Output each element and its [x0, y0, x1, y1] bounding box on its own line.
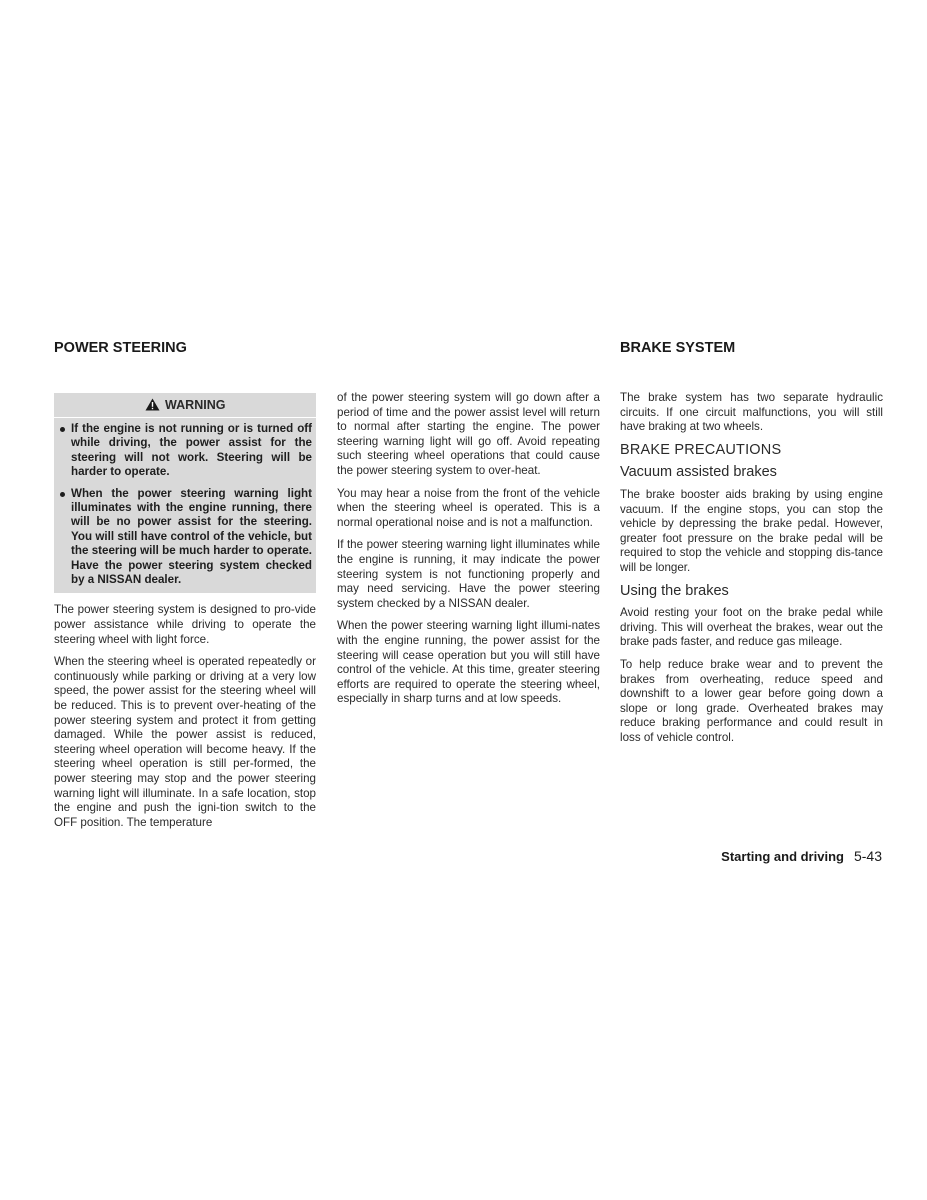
page-footer [721, 848, 882, 864]
vacuum-brakes-heading: Vacuum assisted brakes [620, 464, 777, 481]
using-brakes-heading: Using the brakes [620, 582, 729, 599]
paragraph: of the power steering system will go down after a period of time and the power assist level will return to normal after starting the engine. The power steering warning light will go off. Avoid repeating such steering wheel operations that could cause the power steering system to over-heat. [337, 391, 600, 477]
bullet-icon [60, 492, 65, 497]
warning-item [58, 422, 312, 480]
paragraph: When the steering wheel is operated repeatedly or continuously while parking or driving at a very low speed, the power assist for the steering wheel will be reduced. This is to prevent over-heating of the power steering system and protect it from getting damaged. While the power assist is reduced, steering wheel operation will become heavy. If the steering wheel operation is still per-formed, the power steering may stop and the power steering warning light will illuminate. In a safe location, stop the engine and push the igni-tion switch to the OFF position. The temperature [54, 655, 316, 829]
warning-title: WARNING [165, 398, 226, 412]
using-brakes-text: To help reduce brake wear and to prevent the brakes from overheating, reduce speed and downshift to a lower gear before going down a slope or long grade. Overheated brakes may reduce braking performance and could result in loss of vehicle control. [620, 657, 883, 744]
warning-header [54, 397, 316, 418]
warning-item [58, 487, 312, 588]
page-number: 5-43 [853, 848, 882, 864]
warning-item-text: If the engine is not running or is turned off while driving, the power assist for the steering will not work. Steering will be harder to operate. [71, 422, 312, 479]
column-1 [54, 393, 316, 838]
paragraph: If the power steering warning light illuminates while the engine is running, it may indicate the power steering system is not functioning properly and may need servicing. Have the power steering system checked by a NISSAN dealer. [337, 538, 600, 610]
warning-item-text: When the power steering warning light illuminates with the engine running, there will be no power assist for the steering. You will still have control of the vehicle, but the steering will be much harder to operate. Have the power steering system checked by a NISSAN dealer. [71, 486, 312, 587]
paragraph: When the power steering warning light illumi-nates with the engine running, the power assist for the steering will cease operation but you will still have control of the vehicle. At this time, greater steering efforts are required to operate the steering wheel, especially in sharp turns and at low speeds. [337, 619, 600, 706]
paragraph: You may hear a noise from the front of the vehicle when the steering wheel is operated. This is a normal operational noise and is not a malfunction. [337, 486, 600, 529]
warning-triangle-icon [145, 398, 160, 411]
vacuum-brakes-text: The brake booster aids braking by using engine vacuum. If the engine stops, you can stop the vehicle by depressing the brake pedal. However, greater foot pressure on the brake pedal will be required to stop the vehicle and stopping dis-tance will be longer. [620, 487, 883, 574]
paragraph: The power steering system is designed to pro-vide power assistance while driving to operate the steering wheel with light force. [54, 603, 316, 646]
using-brakes-text: Avoid resting your foot on the brake pedal while driving. This will overheat the brakes, wear out the brake pads faster, and reduce gas mileage. [620, 606, 883, 649]
power-steering-title: POWER STEERING [54, 340, 187, 356]
brake-intro: The brake system has two separate hydraulic circuits. If one circuit malfunctions, you will still have braking at two wheels. [620, 391, 883, 434]
warning-box [54, 393, 316, 593]
column-3 [620, 391, 883, 753]
footer-section-name: Starting and driving [721, 849, 844, 864]
brake-system-title: BRAKE SYSTEM [620, 340, 736, 356]
bullet-icon [60, 427, 65, 432]
column-2 [337, 391, 600, 715]
warning-list [58, 422, 312, 587]
brake-precautions-heading: BRAKE PRECAUTIONS [620, 441, 782, 458]
